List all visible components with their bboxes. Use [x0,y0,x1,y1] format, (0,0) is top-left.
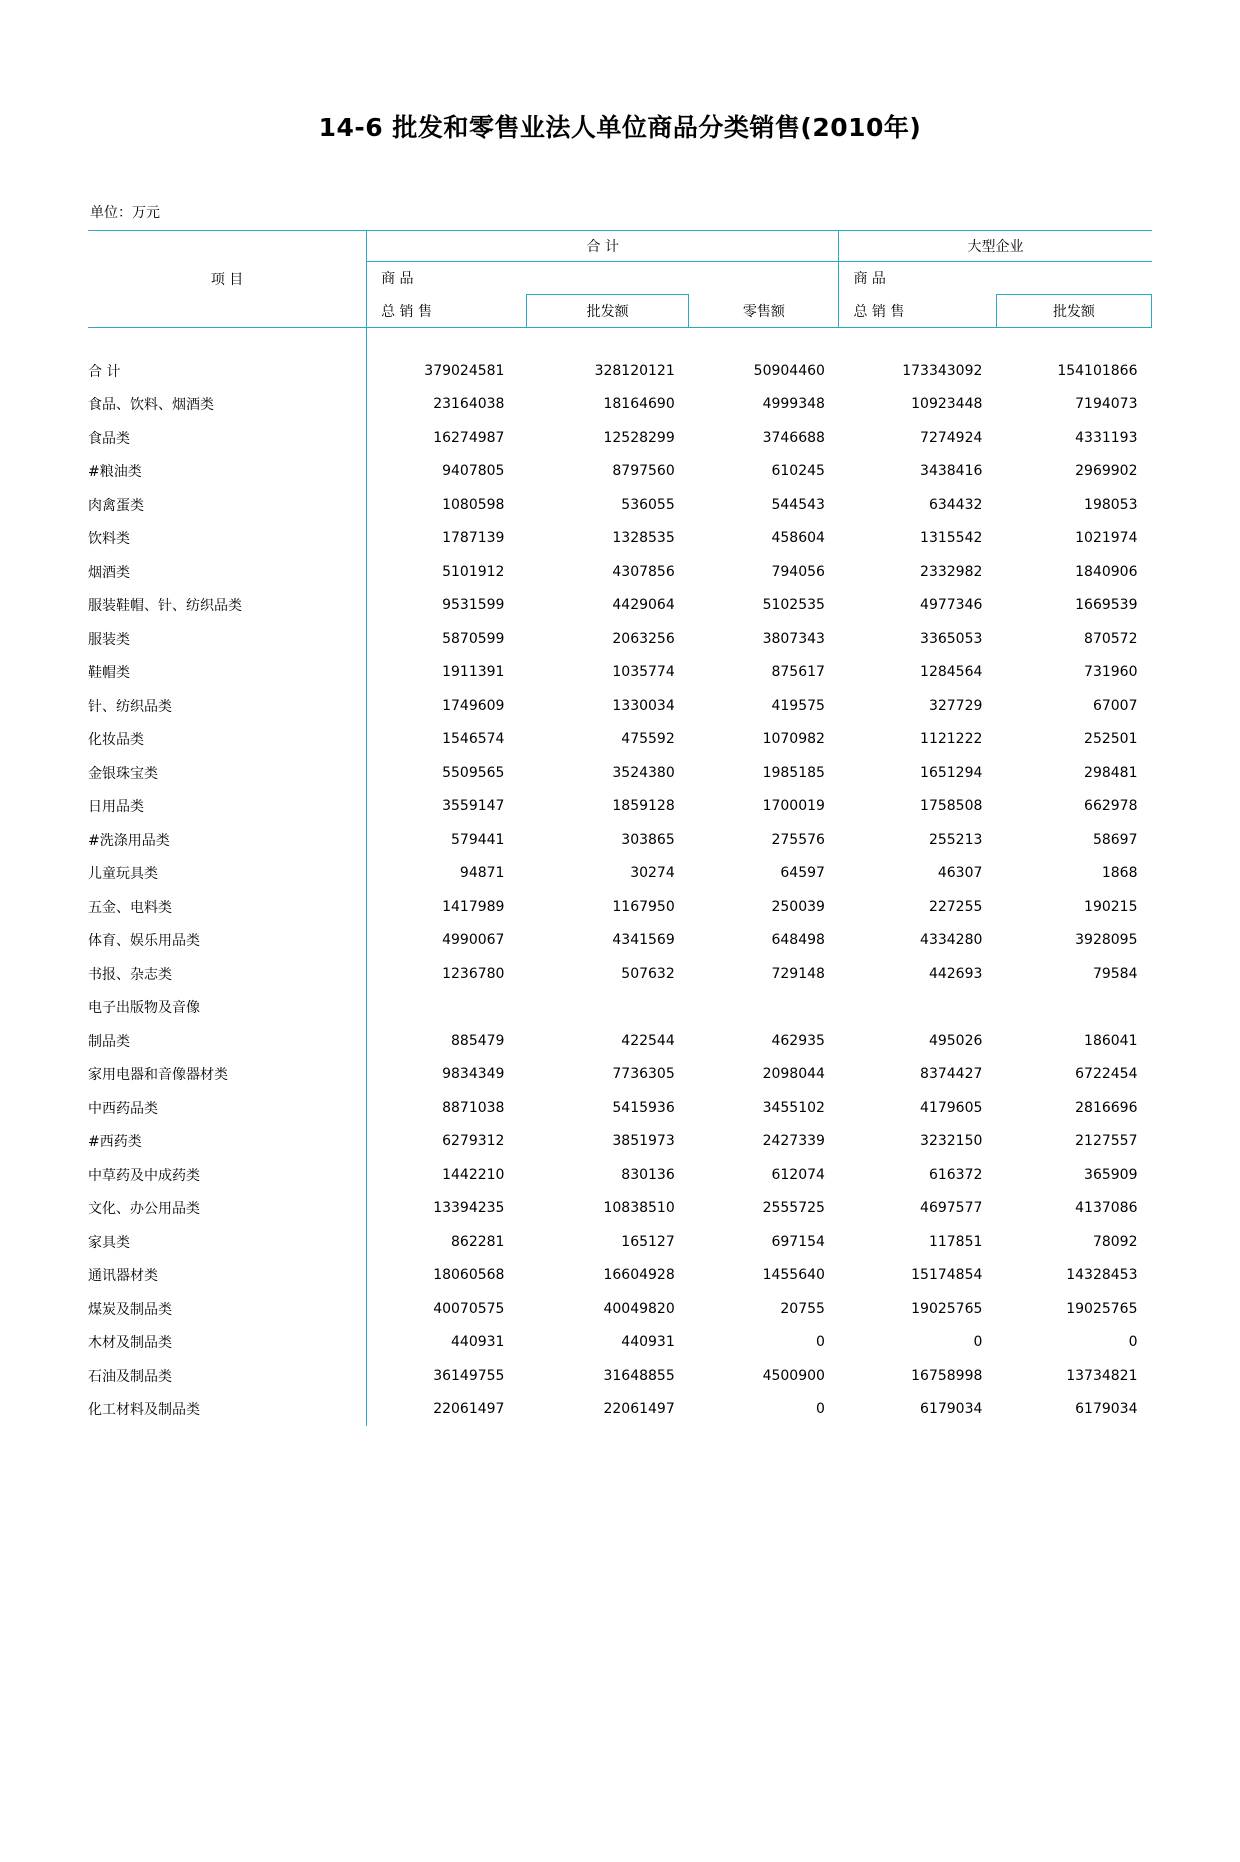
row-label: 饮料类 [88,531,130,548]
row-label: 化妆品类 [88,732,144,749]
cell-大型企业-商品总销售 [839,991,996,1025]
cell-合计-批发额: 10838510 [603,1200,675,1217]
cell-大型企业-商品总销售: 1315542 [920,530,983,547]
cell-合计-商品总销售: 1787139 [367,522,527,556]
row-label: 化工材料及制品类 [88,1402,200,1419]
cell-合计-商品总销售: 9407805 [367,455,527,489]
cell-大型企业-商品总销售: 7274924 [920,429,983,446]
cell-合计-商品总销售: 862281 [367,1225,527,1259]
row-label: 日用品类 [88,799,144,816]
table-row [88,991,1152,1025]
cell-大型企业-商品总销售: 616372 [928,1166,983,1183]
cell-大型企业-商品总销售: 10923448 [911,396,983,413]
table-row [88,756,1152,790]
cell-合计-批发额: 507632 [621,965,675,982]
cell-大型企业-批发额: 190215 [1084,898,1138,915]
cell-合计-商品总销售: 1080598 [367,488,527,522]
cell-合计-批发额 [526,991,688,1025]
row-label: 石油及制品类 [88,1368,172,1385]
cell-合计-零售额: 20755 [780,1300,825,1317]
cell-合计-零售额: 729148 [771,965,825,982]
row-label: 中草药及中成药类 [88,1167,200,1184]
row-label: 煤炭及制品类 [88,1301,172,1318]
row-label: 鞋帽类 [88,665,130,682]
cell-合计-批发额: 12528299 [603,429,675,446]
cell-合计-商品总销售: 1417989 [367,890,527,924]
cell-合计-商品总销售: 16274987 [367,421,527,455]
row-label: 合 计 [88,363,121,380]
cell-合计-零售额: 610245 [771,463,825,480]
cell-合计-批发额: 4341569 [612,932,675,949]
cell-大型企业-商品总销售: 3365053 [920,630,983,647]
cell-合计-批发额: 5415936 [612,1099,675,1116]
cell-大型企业-批发额: 154101866 [1057,362,1138,379]
cell-合计-零售额: 1070982 [762,731,825,748]
cell-大型企业-商品总销售: 117851 [928,1233,983,1250]
row-label: #粮油类 [88,464,142,481]
cell-合计-商品总销售: 1911391 [367,656,527,690]
cell-合计-商品总销售 [367,991,527,1025]
cell-大型企业-批发额: 198053 [1084,496,1138,513]
cell-大型企业-商品总销售: 255213 [928,831,983,848]
cell-合计-零售额: 50904460 [753,362,825,379]
row-label: 针、纺织品类 [88,698,172,715]
cell-大型企业-商品总销售: 4977346 [920,597,983,614]
cell-合计-批发额: 475592 [621,731,675,748]
cell-合计-批发额: 7736305 [612,1066,675,1083]
table-row [88,957,1152,991]
cell-大型企业-批发额: 78092 [1092,1233,1138,1250]
cell-合计-批发额: 1328535 [612,530,675,547]
row-label: 家用电器和音像器材类 [88,1067,228,1084]
cell-合计-批发额: 1330034 [612,697,675,714]
cell-大型企业-商品总销售: 1121222 [920,731,983,748]
row-label: 电子出版物及音像 [88,1000,200,1017]
table-row [88,1393,1152,1427]
cell-大型企业-批发额: 13734821 [1066,1367,1138,1384]
cell-合计-商品总销售: 379024581 [367,354,527,388]
cell-合计-批发额: 422544 [621,1032,675,1049]
cell-大型企业-商品总销售: 46307 [937,865,983,882]
cell-大型企业-批发额: 1840906 [1075,563,1138,580]
table-row [88,1326,1152,1360]
cell-大型企业-商品总销售: 15174854 [911,1267,983,1284]
cell-大型企业-商品总销售: 1758508 [920,798,983,815]
header-total-sales: 总 销 售 [367,295,527,328]
cell-合计-零售额: 1700019 [762,798,825,815]
row-label: 食品类 [88,430,130,447]
cell-合计-批发额: 31648855 [603,1367,675,1384]
table-row [88,421,1152,455]
cell-合计-零售额: 697154 [771,1233,825,1250]
cell-合计-零售额: 612074 [771,1166,825,1183]
row-label: 文化、办公用品类 [88,1201,200,1218]
cell-合计-批发额: 1859128 [612,798,675,815]
cell-大型企业-商品总销售: 3232150 [920,1133,983,1150]
table-row [88,857,1152,891]
cell-合计-商品总销售: 22061497 [367,1393,527,1427]
cell-合计-批发额: 3851973 [612,1133,675,1150]
cell-合计-商品总销售: 1546574 [367,723,527,757]
cell-大型企业-商品总销售: 6179034 [920,1401,983,1418]
cell-大型企业-批发额: 1021974 [1075,530,1138,547]
row-label: 食品、饮料、烟酒类 [88,397,214,414]
cell-大型企业-批发额: 731960 [1084,664,1138,681]
header-blank-2 [689,262,839,295]
cell-大型企业-批发额: 4331193 [1075,429,1138,446]
cell-合计-批发额: 22061497 [603,1401,675,1418]
cell-合计-零售额: 875617 [771,664,825,681]
cell-合计-批发额: 18164690 [603,396,675,413]
row-label: 制品类 [88,1033,130,1050]
unit-note: 单位：万元 [90,205,160,221]
cell-合计-批发额: 4429064 [612,597,675,614]
cell-合计-批发额: 30274 [630,865,675,882]
cell-合计-零售额: 648498 [771,932,825,949]
cell-合计-零售额: 419575 [771,697,825,714]
cell-合计-批发额: 165127 [621,1233,675,1250]
table-row [88,1359,1152,1393]
table-row [88,1125,1152,1159]
cell-合计-商品总销售: 4990067 [367,924,527,958]
cell-大型企业-商品总销售: 19025765 [911,1300,983,1317]
cell-大型企业-批发额: 365909 [1084,1166,1138,1183]
row-label: 通讯器材类 [88,1268,158,1285]
cell-合计-零售额: 1455640 [762,1267,825,1284]
table-row [88,656,1152,690]
cell-合计-零售额: 458604 [771,530,825,547]
cell-合计-商品总销售: 9531599 [367,589,527,623]
row-label: 五金、电料类 [88,899,172,916]
header-group-large: 大型企业 [839,231,1152,262]
header-blank-1 [526,262,688,295]
table-row [88,354,1152,388]
cell-合计-零售额: 64597 [780,865,825,882]
cell-大型企业-批发额: 186041 [1084,1032,1138,1049]
row-label: 服装鞋帽、针、纺织品类 [88,598,242,615]
cell-合计-零售额: 3807343 [762,630,825,647]
row-label: #洗涤用品类 [88,832,170,849]
cell-合计-批发额: 440931 [621,1334,675,1351]
cell-大型企业-批发额: 67007 [1092,697,1138,714]
cell-大型企业-商品总销售: 16758998 [911,1367,983,1384]
cell-大型企业-批发额: 6179034 [1075,1401,1138,1418]
table-row [88,1058,1152,1092]
cell-合计-零售额: 4999348 [762,396,825,413]
table-row [88,522,1152,556]
table-row [88,1192,1152,1226]
header-sub-goods-total: 商 品 [367,262,527,295]
cell-合计-商品总销售: 440931 [367,1326,527,1360]
cell-合计-商品总销售: 5101912 [367,555,527,589]
header-blank-3 [996,262,1151,295]
table-header [88,231,1152,328]
table-row [88,1091,1152,1125]
statistics-table [88,230,1152,1426]
cell-合计-零售额: 4500900 [762,1367,825,1384]
row-label: 肉禽蛋类 [88,497,144,514]
row-label: 体育、娱乐用品类 [88,933,200,950]
cell-合计-商品总销售: 6279312 [367,1125,527,1159]
table-row [88,1259,1152,1293]
cell-大型企业-商品总销售: 227255 [928,898,983,915]
cell-合计-商品总销售: 1442210 [367,1158,527,1192]
cell-大型企业-商品总销售: 3438416 [920,463,983,480]
cell-大型企业-批发额: 4137086 [1075,1200,1138,1217]
row-label: 儿童玩具类 [88,866,158,883]
cell-合计-商品总销售: 579441 [367,823,527,857]
cell-合计-批发额: 4307856 [612,563,675,580]
cell-合计-批发额: 328120121 [594,362,675,379]
cell-大型企业-批发额 [996,991,1151,1025]
header-retail-total: 零售额 [689,295,839,328]
table-row [88,455,1152,489]
table-row [88,924,1152,958]
spacer-row [88,328,1152,355]
cell-大型企业-批发额: 1669539 [1075,597,1138,614]
table-row [88,689,1152,723]
cell-大型企业-批发额: 252501 [1084,731,1138,748]
row-label: 金银珠宝类 [88,765,158,782]
header-wholesale-large: 批发额 [996,295,1151,328]
cell-合计-批发额: 16604928 [603,1267,675,1284]
cell-大型企业-批发额: 79584 [1092,965,1138,982]
cell-合计-商品总销售: 1236780 [367,957,527,991]
table-row [88,790,1152,824]
cell-合计-商品总销售: 885479 [367,1024,527,1058]
cell-合计-商品总销售: 23164038 [367,388,527,422]
table-row [88,723,1152,757]
cell-合计-商品总销售: 94871 [367,857,527,891]
cell-大型企业-商品总销售: 495026 [928,1032,983,1049]
cell-大型企业-批发额: 2969902 [1075,463,1138,480]
cell-合计-商品总销售: 36149755 [367,1359,527,1393]
cell-大型企业-批发额: 870572 [1084,630,1138,647]
cell-大型企业-批发额: 0 [1128,1334,1138,1351]
cell-大型企业-商品总销售: 2332982 [920,563,983,580]
table-row [88,823,1152,857]
cell-大型企业-批发额: 14328453 [1066,1267,1138,1284]
cell-合计-批发额: 3524380 [612,764,675,781]
cell-合计-零售额: 5102535 [762,597,825,614]
cell-大型企业-商品总销售: 1651294 [920,764,983,781]
cell-合计-商品总销售: 9834349 [367,1058,527,1092]
cell-合计-批发额: 1035774 [612,664,675,681]
cell-合计-零售额: 0 [816,1401,825,1418]
cell-合计-批发额: 303865 [621,831,675,848]
cell-大型企业-批发额: 6722454 [1075,1066,1138,1083]
cell-大型企业-批发额: 1868 [1101,865,1138,882]
cell-大型企业-批发额: 7194073 [1075,396,1138,413]
cell-合计-批发额: 40049820 [603,1300,675,1317]
cell-大型企业-商品总销售: 327729 [928,697,983,714]
cell-合计-零售额: 544543 [771,496,825,513]
cell-合计-批发额: 830136 [621,1166,675,1183]
table-row [88,1024,1152,1058]
cell-合计-商品总销售: 8871038 [367,1091,527,1125]
cell-合计-零售额: 2098044 [762,1066,825,1083]
table-body [88,328,1152,1427]
row-label: 家具类 [88,1234,130,1251]
cell-合计-批发额: 536055 [621,496,675,513]
header-item-col: 项 目 [88,231,367,328]
cell-合计-零售额: 794056 [771,563,825,580]
table-row [88,622,1152,656]
cell-合计-零售额 [689,991,839,1025]
table-row [88,488,1152,522]
table-row [88,890,1152,924]
cell-合计-商品总销售: 3559147 [367,790,527,824]
table-row [88,555,1152,589]
cell-大型企业-批发额: 2127557 [1075,1133,1138,1150]
cell-大型企业-批发额: 2816696 [1075,1099,1138,1116]
table-row [88,1158,1152,1192]
cell-大型企业-商品总销售: 0 [973,1334,983,1351]
cell-合计-批发额: 1167950 [612,898,675,915]
cell-合计-批发额: 2063256 [612,630,675,647]
row-label: 书报、杂志类 [88,966,172,983]
cell-大型企业-批发额: 662978 [1084,798,1138,815]
row-label: 中西药品类 [88,1100,158,1117]
cell-合计-零售额: 250039 [771,898,825,915]
row-label: 木材及制品类 [88,1335,172,1352]
cell-合计-零售额: 2427339 [762,1133,825,1150]
header-sub-goods-large: 商 品 [839,262,996,295]
cell-大型企业-批发额: 19025765 [1066,1300,1138,1317]
header-total-sales-large: 总 销 售 [839,295,996,328]
cell-合计-商品总销售: 1749609 [367,689,527,723]
cell-合计-零售额: 462935 [771,1032,825,1049]
cell-合计-商品总销售: 40070575 [367,1292,527,1326]
cell-合计-零售额: 0 [816,1334,825,1351]
cell-大型企业-商品总销售: 8374427 [920,1066,983,1083]
cell-大型企业-商品总销售: 4179605 [920,1099,983,1116]
cell-大型企业-商品总销售: 4334280 [920,932,983,949]
cell-合计-商品总销售: 13394235 [367,1192,527,1226]
cell-合计-批发额: 8797560 [612,463,675,480]
cell-合计-零售额: 2555725 [762,1200,825,1217]
cell-合计-零售额: 275576 [771,831,825,848]
row-label: 烟酒类 [88,564,130,581]
header-wholesale-total: 批发额 [526,295,688,328]
document-page [0,108,1240,1862]
table-row [88,589,1152,623]
cell-合计-商品总销售: 5870599 [367,622,527,656]
header-group-total: 合 计 [367,231,839,262]
table-row [88,1292,1152,1326]
cell-大型企业-商品总销售: 1284564 [920,664,983,681]
row-label: 服装类 [88,631,130,648]
cell-大型企业-商品总销售: 4697577 [920,1200,983,1217]
row-label: #西药类 [88,1134,142,1151]
table-row [88,388,1152,422]
cell-合计-零售额: 3455102 [762,1099,825,1116]
cell-合计-商品总销售: 5509565 [367,756,527,790]
cell-大型企业-商品总销售: 442693 [928,965,983,982]
page-title: 14-6 批发和零售业法人单位商品分类销售(2010年) [318,113,922,142]
table-row [88,1225,1152,1259]
cell-合计-零售额: 1985185 [762,764,825,781]
cell-合计-商品总销售: 18060568 [367,1259,527,1293]
cell-大型企业-商品总销售: 634432 [928,496,983,513]
cell-大型企业-商品总销售: 173343092 [902,362,983,379]
cell-大型企业-批发额: 298481 [1084,764,1138,781]
cell-大型企业-批发额: 58697 [1092,831,1138,848]
cell-合计-零售额: 3746688 [762,429,825,446]
cell-大型企业-批发额: 3928095 [1075,932,1138,949]
